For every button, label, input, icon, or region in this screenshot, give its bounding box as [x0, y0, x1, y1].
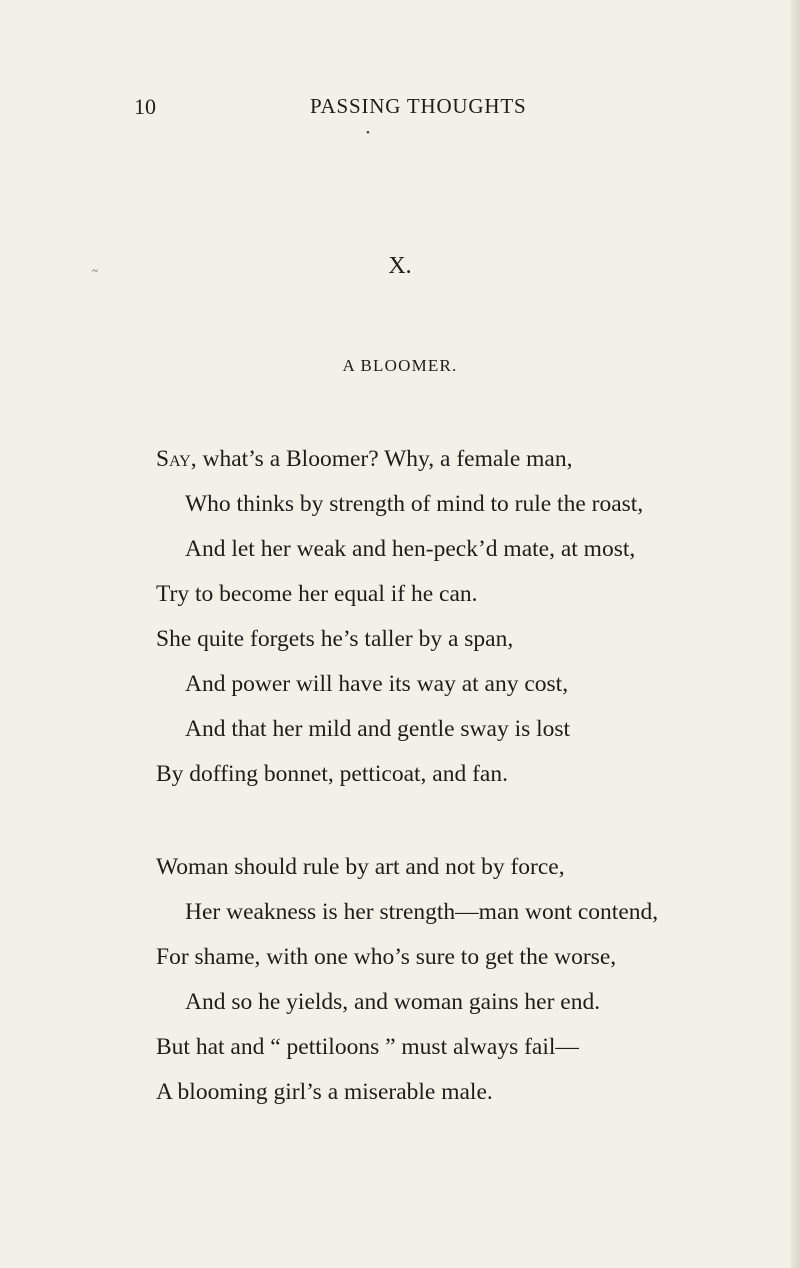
opening-word: Say,: [156, 446, 197, 472]
header-ornament: •: [366, 127, 370, 139]
stanza-2: [156, 845, 716, 1115]
poem-line: She quite forgets he’s taller by a span,: [156, 626, 514, 652]
poem-line: Try to become her equal if he can.: [156, 581, 478, 607]
stanza-1: [156, 437, 716, 797]
poem-line: [156, 437, 716, 482]
poem-line: Woman should rule by art and not by force,: [156, 854, 565, 880]
line-text: what’s a Bloomer? Why, a female man,: [196, 446, 573, 472]
poem-line: By doffing bonnet, petticoat, and fan.: [156, 761, 508, 787]
page-number: 10: [134, 94, 156, 119]
poem-line: Who thinks by strength of mind to rule the roast,: [185, 491, 644, 517]
poem-line: And so he yields, and woman gains her end.: [185, 989, 601, 1015]
poem-line: Her weakness is her strength—man wont contend,: [185, 899, 659, 925]
running-head: PASSING THOUGHTS: [310, 94, 527, 118]
page-edge: [791, 0, 800, 1268]
poem-line: And that her mild and gentle sway is lost: [185, 716, 571, 742]
poem-line: And power will have its way at any cost,: [185, 671, 569, 697]
stray-mark: ~: [92, 265, 98, 277]
section-number: X.: [388, 253, 412, 279]
poem-line: And let her weak and hen-peck’d mate, at most,: [185, 536, 636, 562]
poem-line: But hat and “ pettiloons ” must always fail—: [156, 1034, 579, 1060]
poem-line: For shame, with one who’s sure to get the worse,: [156, 944, 617, 970]
section-title: A BLOOMER.: [342, 356, 458, 375]
page-header: [134, 84, 554, 124]
poem-line: A blooming girl’s a miserable male.: [156, 1079, 493, 1105]
